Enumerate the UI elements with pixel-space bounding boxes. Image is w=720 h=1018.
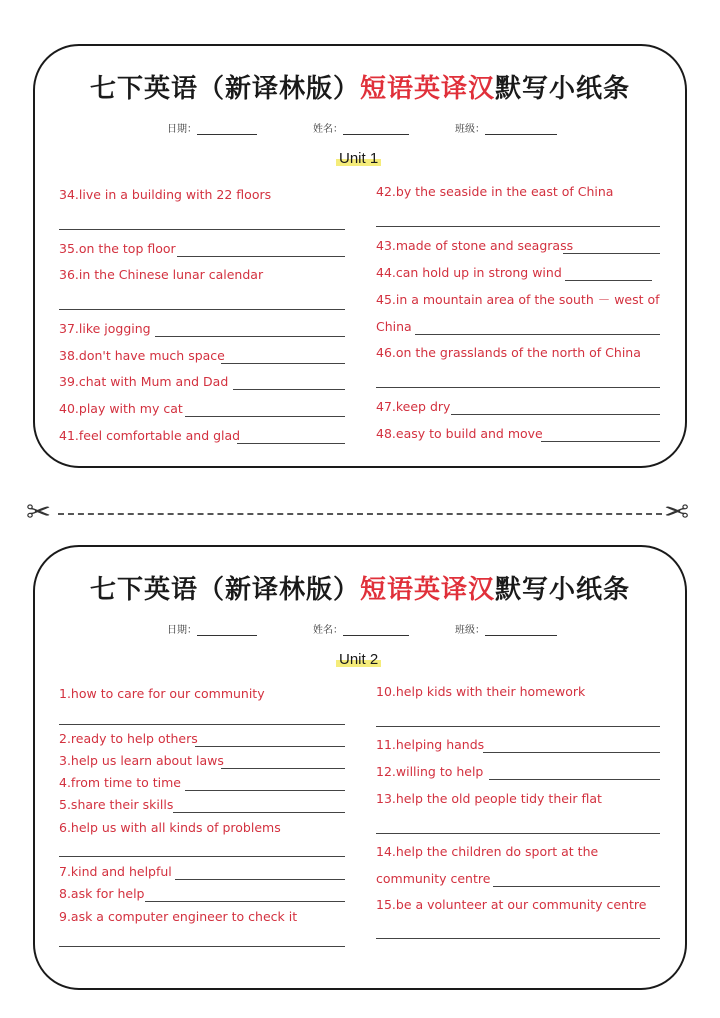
- answer-line[interactable]: [59, 856, 345, 857]
- answer-line[interactable]: [483, 752, 660, 753]
- phrase-item: community centre: [376, 871, 491, 886]
- phrase-item: China: [376, 319, 412, 334]
- answer-line[interactable]: [185, 416, 345, 417]
- answer-line[interactable]: [173, 812, 345, 813]
- phrase-item: 5.share their skills: [59, 797, 174, 812]
- answer-line[interactable]: [175, 879, 345, 880]
- phrase-item: 45.in a mountain area of the south － west of: [376, 292, 660, 307]
- phrase-item: 41.feel comfortable and glad: [59, 428, 241, 443]
- answer-line[interactable]: [155, 336, 345, 337]
- phrase-item: 8.ask for help: [59, 886, 145, 901]
- answer-line[interactable]: [451, 414, 660, 415]
- answer-line[interactable]: [376, 938, 660, 939]
- phrase-item: 38.don't have much space: [59, 348, 225, 363]
- scissors-icon: ✂: [26, 495, 52, 530]
- slip-title: 七下英语（新译林版）短语英译汉默写小纸条: [89, 74, 631, 104]
- answer-line[interactable]: [221, 363, 345, 364]
- answer-line[interactable]: [376, 726, 660, 727]
- scissors-icon: ✂: [664, 495, 690, 530]
- answer-line[interactable]: [237, 443, 345, 444]
- phrase-item: 42.by the seaside in the east of China: [376, 184, 614, 199]
- phrase-item: 46.on the grasslands of the north of China: [376, 345, 641, 360]
- answer-line[interactable]: [195, 746, 345, 747]
- phrase-item: 10.help kids with their homework: [376, 684, 586, 699]
- phrase-item: 9.ask a computer engineer to check it: [59, 909, 298, 924]
- name-field[interactable]: 姓名：: [313, 621, 409, 636]
- answer-line[interactable]: [59, 724, 345, 725]
- unit-heading: Unit 2: [339, 651, 378, 668]
- phrase-item: 47.keep dry: [376, 399, 451, 414]
- class-field[interactable]: 班级：: [455, 621, 557, 636]
- answer-line[interactable]: [59, 309, 345, 310]
- phrase-item: 3.help us learn about laws: [59, 753, 224, 768]
- phrase-item: 35.on the top floor: [59, 241, 176, 256]
- phrase-item: 36.in the Chinese lunar calendar: [59, 267, 264, 282]
- answer-line[interactable]: [59, 229, 345, 230]
- phrase-item: 44.can hold up in strong wind: [376, 265, 562, 280]
- phrase-item: 4.from time to time: [59, 775, 181, 790]
- phrase-item: 11.helping hands: [376, 737, 485, 752]
- class-field[interactable]: 班级：: [455, 120, 557, 135]
- answer-line[interactable]: [489, 779, 660, 780]
- answer-line[interactable]: [376, 833, 660, 834]
- name-field[interactable]: 姓名：: [313, 120, 409, 135]
- phrase-item: 48.easy to build and move: [376, 426, 543, 441]
- answer-line[interactable]: [563, 253, 660, 254]
- cut-line: [58, 513, 662, 515]
- dictation-slip-unit-1: [33, 44, 687, 468]
- dictation-slip-unit-2: [33, 545, 687, 990]
- slip-title: 七下英语（新译林版）短语英译汉默写小纸条: [89, 575, 631, 605]
- answer-line[interactable]: [221, 768, 345, 769]
- answer-line[interactable]: [493, 886, 660, 887]
- answer-line[interactable]: [177, 256, 345, 257]
- phrase-item: 40.play with my cat: [59, 401, 183, 416]
- answer-line[interactable]: [185, 790, 345, 791]
- phrase-item: 12.willing to help: [376, 764, 484, 779]
- answer-line[interactable]: [415, 334, 660, 335]
- phrase-item: 7.kind and helpful: [59, 864, 172, 879]
- phrase-item: 14.help the children do sport at the: [376, 844, 599, 859]
- answer-line[interactable]: [145, 901, 345, 902]
- answer-line[interactable]: [565, 280, 652, 281]
- date-field[interactable]: 日期：: [167, 120, 257, 135]
- answer-line[interactable]: [541, 441, 660, 442]
- phrase-item: 37.like jogging: [59, 321, 151, 336]
- phrase-item: 39.chat with Mum and Dad: [59, 374, 229, 389]
- student-info-row: [35, 120, 685, 136]
- answer-line[interactable]: [376, 387, 660, 388]
- phrase-item: 1.how to care for our community: [59, 686, 265, 701]
- answer-line[interactable]: [233, 389, 345, 390]
- answer-line[interactable]: [376, 226, 660, 227]
- phrase-item: 43.made of stone and seagrass: [376, 238, 574, 253]
- unit-heading: Unit 1: [339, 150, 378, 167]
- phrase-item: 2.ready to help others: [59, 731, 198, 746]
- phrase-item: 15.be a volunteer at our community centre: [376, 897, 647, 912]
- phrase-item: 34.live in a building with 22 floors: [59, 187, 272, 202]
- phrase-item: 6.help us with all kinds of problems: [59, 820, 281, 835]
- student-info-row: [35, 621, 685, 637]
- answer-line[interactable]: [59, 946, 345, 947]
- phrase-item: 13.help the old people tidy their flat: [376, 791, 602, 806]
- date-field[interactable]: 日期：: [167, 621, 257, 636]
